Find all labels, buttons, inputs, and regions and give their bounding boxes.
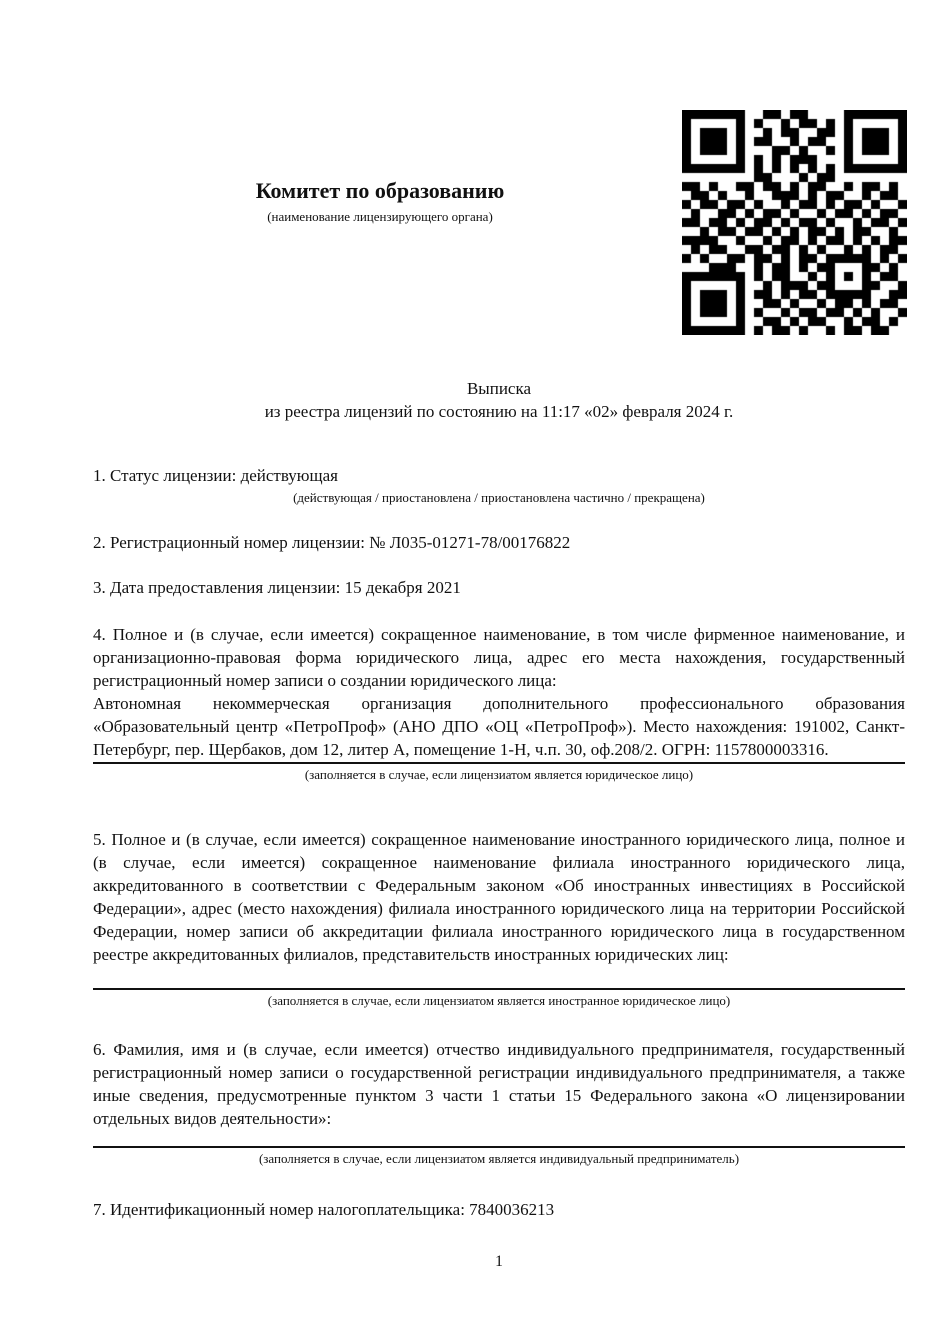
document-title	[93, 377, 905, 423]
taxpayer-id-text: 7. Идентификационный номер налогоплательщика: 7840036213	[93, 1200, 555, 1219]
grant-date-text: 3. Дата предоставления лицензии: 15 декабря 2021	[93, 578, 461, 597]
license-status-text: 1. Статус лицензии: действующая	[93, 466, 338, 485]
entrepreneur-note: (заполняется в случае, если лицензиатом является индивидуальный предприниматель)	[258, 1151, 740, 1166]
section-registration-number	[93, 531, 905, 554]
licensing-authority-caption: (наименование лицензирующего органа)	[267, 209, 493, 224]
fill-line-foreign-entity	[93, 988, 905, 990]
qr-code-container	[682, 110, 907, 335]
registration-number-text: 2. Регистрационный номер лицензии: № Л035-01271-78/00176822	[93, 533, 571, 552]
license-status-note: (действующая / приостановлена / приостановлена частично / прекращена)	[293, 490, 705, 505]
fill-line-legal-entity	[93, 762, 905, 764]
document-title-line2: из реестра лицензий по состоянию на 11:17 «02» февраля 2024 г.	[264, 402, 734, 421]
legal-entity-value: Автономная некоммерческая организация дополнительного профессионального образования «Образовательный центр «ПетроПроф» (АНО ДПО «ОЦ «ПетроПроф»). Место нахождения: 191002, Санкт-Петербург, пер. Щербаков, дом 12, литер А, помещение 1-Н, ч.п. 30, оф.208/2. ОГРН: 1157800003316.	[93, 694, 905, 759]
page-number: 1	[495, 1253, 503, 1270]
legal-entity-label: 4. Полное и (в случае, если имеется) сокращенное наименование, в том числе фирменное наименование, и организационно-правовая форма юридического лица, адрес его места нахождения, государственный регистрационный номер записи о создании юридического лица:	[93, 625, 905, 690]
document-title-line1: Выписка	[466, 379, 532, 398]
section-license-status	[93, 464, 905, 505]
entrepreneur-label: 6. Фамилия, имя и (в случае, если имеется) отчество индивидуального предпринимателя, государственный регистрационный номер записи о государственной регистрации индивидуального предпринимателя, а также иные сведения, предусмотренные пунктом 3 части 1 статьи 15 Федерального закона «О лицензировании отдельных видов деятельности»:	[93, 1040, 905, 1128]
section-legal-entity	[93, 623, 905, 782]
section-entrepreneur	[93, 1038, 905, 1166]
fill-line-entrepreneur	[93, 1146, 905, 1148]
section-foreign-entity	[93, 828, 905, 1008]
legal-entity-note: (заполняется в случае, если лицензиатом является юридическое лицо)	[304, 767, 694, 782]
section-taxpayer-id	[93, 1198, 905, 1221]
licensing-authority-title: Комитет по образованию	[255, 178, 505, 203]
foreign-entity-note: (заполняется в случае, если лицензиатом является иностранное юридическое лицо)	[267, 993, 731, 1008]
qr-code	[682, 110, 907, 335]
document-header	[93, 178, 667, 225]
section-grant-date	[93, 576, 905, 599]
foreign-entity-label: 5. Полное и (в случае, если имеется) сокращенное наименование иностранного юридического лица, полное и (в случае, если имеется) сокращенное наименование филиала иностранного юридического лица, аккредитованного в соответствии с Федеральным законом «Об иностранных инвестициях в Российской Федерации», адрес (место нахождения) филиала иностранного юридического лица на территории Российской Федерации, номер записи об аккредитации филиала иностранного юридического лица в государственном реестре аккредитованных филиалов, представительств иностранных юридических лиц:	[93, 830, 905, 964]
